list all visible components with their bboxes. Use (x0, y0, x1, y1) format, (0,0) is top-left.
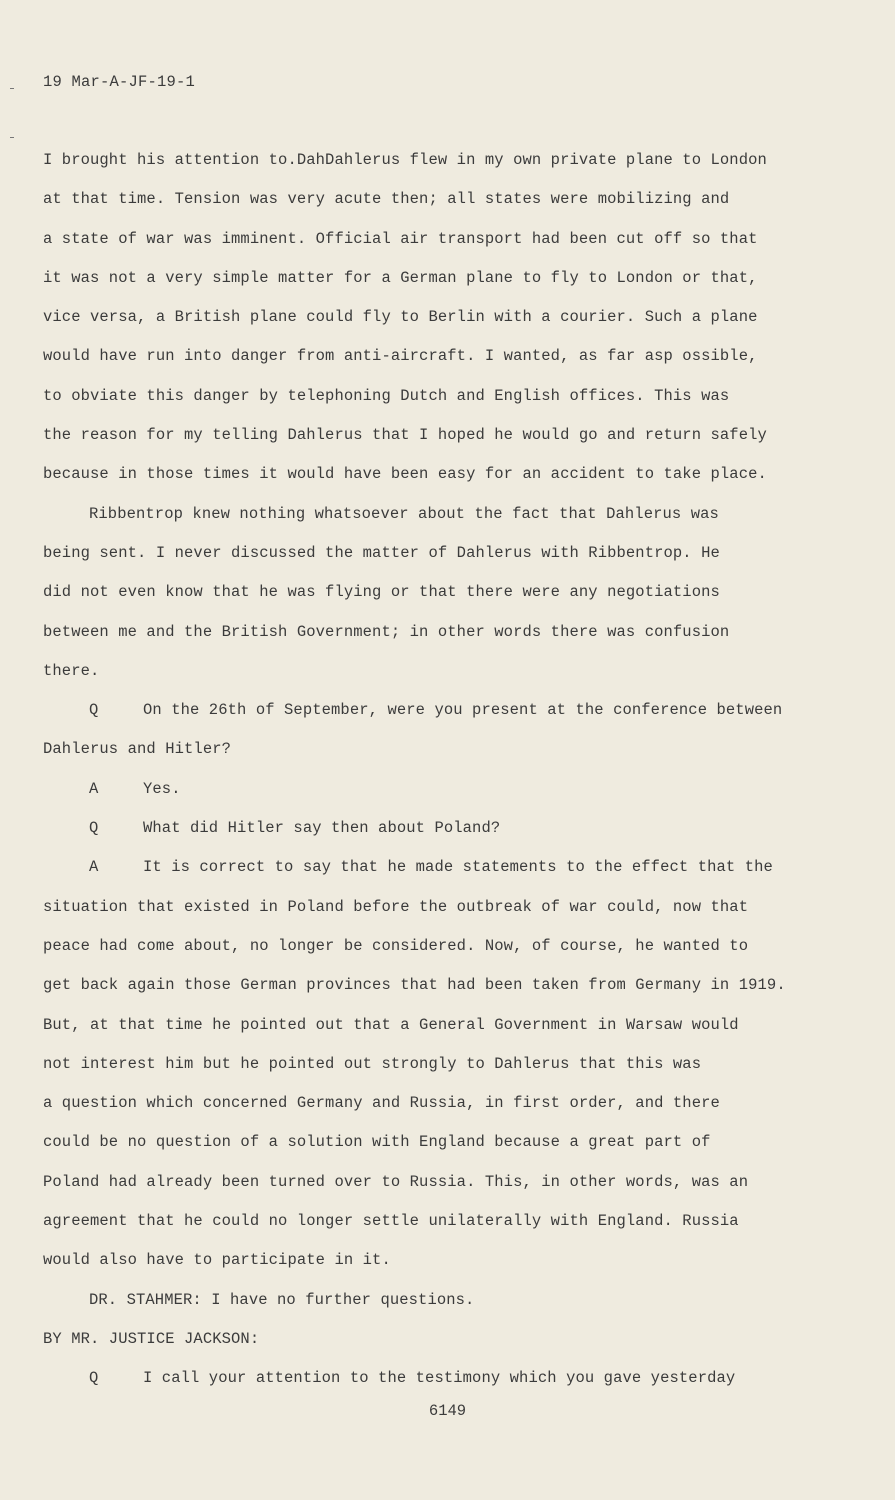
text-line: Ribbentrop knew nothing whatsoever about the fact that Dahlerus was (89, 504, 719, 523)
margin-mark (10, 137, 14, 138)
answer-label: A (89, 779, 99, 798)
document-reference: 19 Mar-A-JF-19-1 (43, 73, 196, 91)
text-line: would have run into danger from anti-aircraft. I wanted, as far asp ossible, (43, 347, 758, 366)
answer-line (43, 770, 823, 809)
text-line: a state of war was imminent. Official air transport had been cut off so that (43, 229, 758, 248)
text-line: agreement that he could no longer settle unilaterally with England. Russia (43, 1212, 739, 1231)
question-line (43, 691, 823, 730)
answer-text: It is correct to say that he made statements to the effect that the (143, 858, 773, 877)
text-line: peace had come about, no longer be considered. Now, of course, he wanted to (43, 936, 749, 955)
text-line: But, at that time he pointed out that a General Government in Warsaw would (43, 1015, 739, 1034)
text-line: Poland had already been turned over to Russia. This, in other words, was an (43, 1172, 749, 1191)
question-text: On the 26th of September, were you present at the conference between (143, 701, 783, 720)
text-line: it was not a very simple matter for a German plane to fly to London or that, (43, 268, 758, 287)
text-line: the reason for my telling Dahlerus that I hoped he would go and return safely (43, 426, 767, 445)
page-number: 6149 (428, 1402, 467, 1420)
text-line: at that time. Tension was very acute then; all states were mobilizing and (43, 190, 730, 209)
question-label: Q (89, 1369, 99, 1388)
transcript-body (43, 141, 823, 1399)
question-text: What did Hitler say then about Poland? (143, 819, 501, 838)
text-line: not interest him but he pointed out strongly to Dahlerus that this was (43, 1054, 702, 1073)
question-text: I call your attention to the testimony which you gave yesterday (143, 1369, 736, 1388)
text-line: get back again those German provinces that had been taken from Germany in 1919. (43, 976, 786, 995)
text-line: to obviate this danger by telephoning Dutch and English offices. This was (43, 386, 730, 405)
text-line: I brought his attention to.DahDahlerus flew in my own private plane to London (43, 151, 767, 169)
text-line: did not even know that he was flying or that there were any negotiations (43, 583, 720, 602)
answer-line (43, 848, 823, 887)
question-label: Q (89, 701, 99, 720)
text-line: between me and the British Government; in other words there was confusion (43, 622, 730, 641)
question-line (43, 1359, 823, 1398)
speaker-line: DR. STAHMER: I have no further questions. (89, 1290, 475, 1309)
question-line (43, 809, 823, 848)
text-line: a question which concerned Germany and Russia, in first order, and there (43, 1094, 720, 1113)
answer-text: Yes. (143, 779, 181, 798)
text-line: would also have to participate in it. (43, 1251, 391, 1270)
text-line: Dahlerus and Hitler? (43, 740, 232, 759)
answer-label: A (89, 858, 99, 877)
text-line: vice versa, a British plane could fly to Berlin with a courier. Such a plane (43, 308, 758, 327)
text-line: could be no question of a solution with England because a great part of (43, 1133, 711, 1152)
examiner-heading: BY MR. JUSTICE JACKSON: (43, 1329, 260, 1348)
margin-mark (10, 88, 14, 89)
text-line: situation that existed in Poland before the outbreak of war could, now that (43, 897, 749, 916)
text-line: there. (43, 661, 100, 680)
question-label: Q (89, 819, 99, 838)
text-line: because in those times it would have been easy for an accident to take place. (43, 465, 767, 484)
text-line: being sent. I never discussed the matter of Dahlerus with Ribbentrop. He (43, 543, 720, 562)
